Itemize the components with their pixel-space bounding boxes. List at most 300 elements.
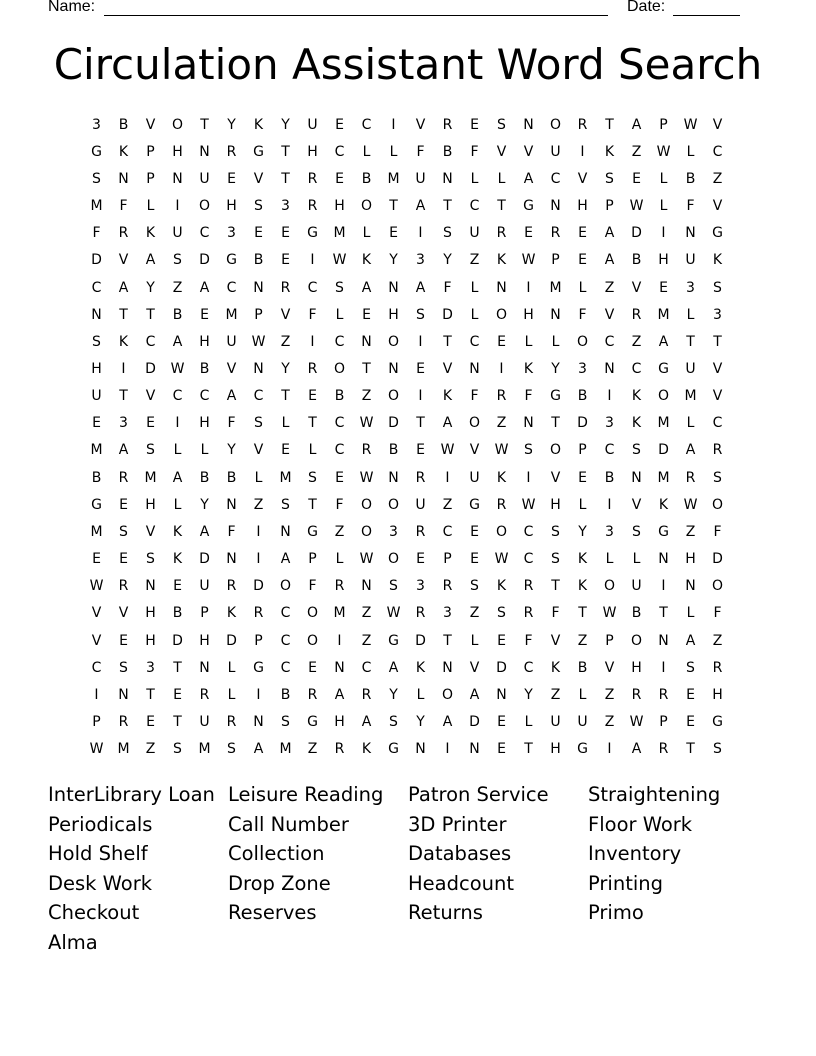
grid-letter: I [310,333,315,350]
grid-letter: V [712,360,723,377]
grid-letter: N [91,306,102,323]
grid-letter: O [387,496,400,513]
grid-letter: I [256,523,261,540]
grid-letter: G [712,225,723,242]
grid-letter: R [685,469,696,486]
grid-letter: I [661,578,666,595]
grid-letter: F [308,578,317,595]
grid-letter: T [173,659,182,676]
grid-letter: N [172,170,183,187]
grid-letter: W [251,333,266,350]
grid-letter: Y [281,116,290,133]
grid-letter: L [416,686,425,703]
grid-letter: F [227,415,236,432]
grid-letter: K [577,551,588,568]
grid-letter: B [334,388,345,405]
word-list-item: Call Number [228,812,349,836]
grid-letter: E [578,225,587,242]
word-list-item: Hold Shelf [48,842,148,866]
grid-letter: T [308,496,317,513]
grid-letter: G [658,360,669,377]
grid-letter: U [685,252,696,269]
grid-letter: Z [631,143,642,160]
grid-letter: C [145,333,156,350]
grid-letter: R [631,686,642,703]
grid-letter: W [683,496,698,513]
grid-letter: A [631,116,642,133]
word-list-item: Leisure Reading [228,783,384,806]
grid-letter: D [145,360,156,377]
word-list-item: Printing [588,871,664,895]
grid-letter: C [469,198,480,215]
grid-letter: R [415,605,426,622]
grid-letter: W [521,496,536,513]
grid-letter: N [145,578,156,595]
grid-letter: O [495,306,508,323]
grid-letter: L [497,170,506,187]
grid-letter: R [280,279,291,296]
grid-letter: M [333,605,346,622]
grid-letter: S [470,578,479,595]
grid-letter: V [550,469,561,486]
grid-letter: H [145,496,156,513]
grid-letter: R [118,714,129,731]
grid-letter: K [361,741,372,758]
grid-letter: E [389,225,398,242]
grid-letter: F [92,225,101,242]
grid-letter: C [469,333,480,350]
grid-letter: I [256,551,261,568]
grid-letter: T [389,198,398,215]
grid-letter: B [226,469,237,486]
grid-letter: I [607,388,612,405]
grid-letter: K [361,252,372,269]
word-list-item: InterLibrary Loan [48,783,215,806]
grid-letter: M [90,523,103,540]
grid-letter: D [199,551,210,568]
grid-letter: R [658,686,669,703]
grid-letter: 3 [92,116,101,133]
grid-letter: H [712,686,723,703]
grid-letter: F [119,198,128,215]
grid-letter: L [470,279,479,296]
grid-letter: O [549,442,562,459]
grid-letter: N [658,551,669,568]
grid-letter: W [170,360,185,377]
grid-letter: G [91,143,102,160]
grid-letter: Z [550,686,561,703]
grid-letter: M [333,225,346,242]
grid-letter: Z [361,388,372,405]
grid-letter: M [657,469,670,486]
grid-letter: V [604,659,615,676]
grid-letter: C [280,632,291,649]
grid-letter: O [333,360,346,377]
grid-letter: V [280,306,291,323]
grid-letter: 3 [281,198,290,215]
grid-letter: L [308,442,317,459]
grid-letter: K [496,578,507,595]
word-list-item: Primo [588,901,644,925]
grid-letter: P [443,551,452,568]
word-list-item: Alma [48,930,98,954]
grid-letter: I [175,198,180,215]
grid-letter: E [227,170,236,187]
grid-letter: P [605,632,614,649]
grid-letter: E [308,388,317,405]
grid-letter: M [90,198,103,215]
grid-letter: Z [442,496,453,513]
grid-letter: U [577,714,588,731]
grid-letter: F [551,605,560,622]
grid-letter: A [280,551,291,568]
grid-letter: L [227,659,236,676]
grid-letter: N [388,360,399,377]
grid-letter: P [254,306,263,323]
grid-letter: E [686,714,695,731]
grid-letter: B [631,605,642,622]
grid-letter: Z [361,632,372,649]
grid-letter: K [577,578,588,595]
grid-letter: U [685,360,696,377]
grid-letter: I [499,360,504,377]
grid-letter: 3 [605,415,614,432]
grid-letter: E [335,469,344,486]
grid-letter: I [445,469,450,486]
grid-letter: T [686,333,695,350]
grid-letter: T [497,198,506,215]
grid-letter: V [712,388,723,405]
grid-letter: S [173,741,182,758]
grid-letter: O [549,116,562,133]
grid-letter: E [92,415,101,432]
grid-letter: 3 [713,306,722,323]
grid-letter: E [173,686,182,703]
grid-letter: K [712,252,723,269]
grid-letter: U [469,469,480,486]
grid-letter: Z [280,333,291,350]
grid-letter: 3 [146,659,155,676]
grid-letter: U [469,225,480,242]
grid-letter: D [199,252,210,269]
grid-letter: E [146,714,155,731]
grid-letter: A [172,333,183,350]
grid-letter: W [602,605,617,622]
grid-letter: L [335,551,344,568]
grid-letter: A [172,469,183,486]
grid-letter: V [550,632,561,649]
grid-letter: U [199,170,210,187]
grid-letter: C [91,279,102,296]
grid-letter: C [712,415,723,432]
grid-letter: E [146,415,155,432]
grid-letter: F [443,279,452,296]
grid-letter: A [199,279,210,296]
grid-letter: S [632,523,641,540]
grid-letter: C [361,659,372,676]
grid-letter: W [440,442,455,459]
date-label: Date: [627,0,666,15]
grid-letter: L [659,198,668,215]
grid-letter: V [631,279,642,296]
grid-letter: A [226,388,237,405]
grid-letter: P [578,442,587,459]
grid-letter: F [470,143,479,160]
grid-letter: D [442,306,453,323]
grid-letter: S [146,551,155,568]
grid-letter: L [227,686,236,703]
grid-letter: O [360,198,373,215]
grid-letter: R [307,170,318,187]
grid-letter: L [686,605,695,622]
grid-letter: U [415,170,426,187]
grid-letter: C [523,551,534,568]
word-list-item: 3D Printer [408,812,507,836]
grid-letter: A [199,523,210,540]
grid-letter: K [631,415,642,432]
grid-letter: Z [334,523,345,540]
grid-letter: T [308,415,317,432]
grid-letter: D [172,632,183,649]
grid-letter: L [281,415,290,432]
grid-letter: E [416,360,425,377]
grid-letter: E [416,551,425,568]
grid-letter: I [580,143,585,160]
grid-letter: N [523,415,534,432]
grid-letter: A [469,686,480,703]
grid-letter: T [551,415,560,432]
grid-letter: K [118,143,129,160]
grid-letter: R [199,686,210,703]
grid-letter: I [607,741,612,758]
grid-letter: S [686,659,695,676]
grid-letter: Y [524,686,533,703]
grid-letter: R [226,578,237,595]
grid-letter: S [605,170,614,187]
grid-letter: Z [361,605,372,622]
grid-letter: A [145,252,156,269]
grid-letter: Y [416,714,425,731]
grid-letter: Y [227,116,236,133]
grid-letter: K [145,225,156,242]
grid-letter: M [684,388,697,405]
grid-letter: P [146,170,155,187]
grid-letter: N [604,360,615,377]
grid-letter: E [578,252,587,269]
grid-letter: E [578,469,587,486]
grid-letter: R [415,469,426,486]
grid-letter: A [685,442,696,459]
grid-letter: G [712,714,723,731]
grid-letter: E [254,225,263,242]
grid-letter: G [577,741,588,758]
grid-letter: K [118,333,129,350]
grid-letter: T [578,605,587,622]
grid-letter: A [361,714,372,731]
grid-letter: V [631,496,642,513]
grid-letter: Y [200,496,209,513]
grid-letter: O [630,632,643,649]
grid-letter: E [92,551,101,568]
grid-letter: Z [253,496,264,513]
grid-letter: R [442,578,453,595]
grid-letter: B [361,170,372,187]
grid-letter: M [657,306,670,323]
grid-letter: R [334,741,345,758]
grid-letter: N [496,279,507,296]
grid-letter: C [361,116,372,133]
grid-letter: D [658,442,669,459]
grid-letter: 3 [416,578,425,595]
grid-letter: V [253,170,264,187]
grid-letter: T [416,415,425,432]
grid-letter: R [307,686,318,703]
grid-letter: I [418,388,423,405]
grid-letter: A [388,659,399,676]
grid-letter: 3 [605,523,614,540]
grid-letter: L [551,333,560,350]
grid-letter: P [92,714,101,731]
grid-letter: N [253,714,264,731]
grid-letter: F [308,306,317,323]
grid-letter: E [200,306,209,323]
grid-letter: K [523,360,534,377]
grid-letter: N [685,578,696,595]
word-list-item: Periodicals [48,812,153,836]
grid-letter: R [577,116,588,133]
grid-letter: M [387,170,400,187]
grid-letter: I [94,686,99,703]
grid-letter: V [523,143,534,160]
grid-letter: S [524,442,533,459]
word-list-item: Patron Service [408,783,549,806]
date-blank-line [673,15,740,16]
grid-letter: Z [604,714,615,731]
grid-letter: T [281,388,290,405]
grid-letter: O [657,388,670,405]
grid-letter: G [388,741,399,758]
grid-letter: E [497,714,506,731]
grid-letter: F [713,523,722,540]
grid-letter: E [524,225,533,242]
grid-letter: N [199,143,210,160]
grid-letter: C [334,333,345,350]
grid-letter: F [578,306,587,323]
grid-letter: I [310,252,315,269]
grid-letter: G [253,659,264,676]
grid-letter: V [145,116,156,133]
grid-letter: B [685,170,696,187]
grid-letter: H [199,415,210,432]
grid-letter: M [90,442,103,459]
grid-letter: S [497,116,506,133]
grid-letter: N [496,686,507,703]
grid-letter: Z [172,279,183,296]
grid-letter: I [121,360,126,377]
grid-letter: M [549,279,562,296]
grid-letter: H [550,496,561,513]
grid-letter: N [280,523,291,540]
grid-letter: K [604,143,615,160]
word-list-item: Desk Work [48,871,153,895]
word-list-item: Collection [228,842,325,866]
grid-letter: C [91,659,102,676]
grid-letter: R [118,469,129,486]
grid-letter: C [334,442,345,459]
grid-letter: S [173,252,182,269]
grid-letter: C [199,388,210,405]
grid-letter: U [307,116,318,133]
grid-letter: V [469,659,480,676]
grid-letter: L [524,714,533,731]
grid-letter: I [445,741,450,758]
grid-letter: H [523,306,534,323]
grid-letter: O [171,116,184,133]
grid-letter: 3 [443,605,452,622]
grid-letter: L [362,225,371,242]
grid-letter: W [89,578,104,595]
grid-letter: C [631,360,642,377]
grid-letter: H [550,741,561,758]
grid-letter: W [359,551,374,568]
grid-letter: W [521,252,536,269]
grid-letter: A [523,170,534,187]
grid-letter: A [415,198,426,215]
grid-letter: B [604,469,615,486]
grid-letter: U [226,333,237,350]
grid-letter: M [657,415,670,432]
grid-letter: R [118,578,129,595]
grid-letter: T [200,116,209,133]
grid-letter: L [389,143,398,160]
grid-letter: F [686,198,695,215]
grid-letter: L [659,170,668,187]
grid-letter: S [632,442,641,459]
grid-letter: N [226,551,237,568]
grid-letter: C [523,659,534,676]
grid-letter: W [386,605,401,622]
grid-letter: E [335,116,344,133]
grid-letter: M [279,741,292,758]
grid-letter: W [494,551,509,568]
grid-letter: V [118,605,129,622]
grid-letter: F [335,496,344,513]
grid-letter: E [497,333,506,350]
grid-letter: L [470,306,479,323]
grid-letter: Z [712,170,723,187]
grid-letter: A [253,741,264,758]
word-list-item: Headcount [408,871,515,895]
grid-letter: L [335,306,344,323]
grid-letter: R [361,442,372,459]
grid-letter: M [144,469,157,486]
grid-letter: T [281,143,290,160]
grid-letter: Z [631,333,642,350]
grid-letter: S [713,469,722,486]
grid-letter: G [469,496,480,513]
grid-letter: V [712,198,723,215]
grid-letter: N [226,496,237,513]
grid-letter: L [524,333,533,350]
grid-letter: R [334,578,345,595]
grid-letter: G [523,198,534,215]
grid-letter: E [119,496,128,513]
grid-letter: U [91,388,102,405]
grid-letter: F [713,605,722,622]
grid-letter: D [496,659,507,676]
grid-letter: C [172,388,183,405]
grid-letter: U [199,578,210,595]
